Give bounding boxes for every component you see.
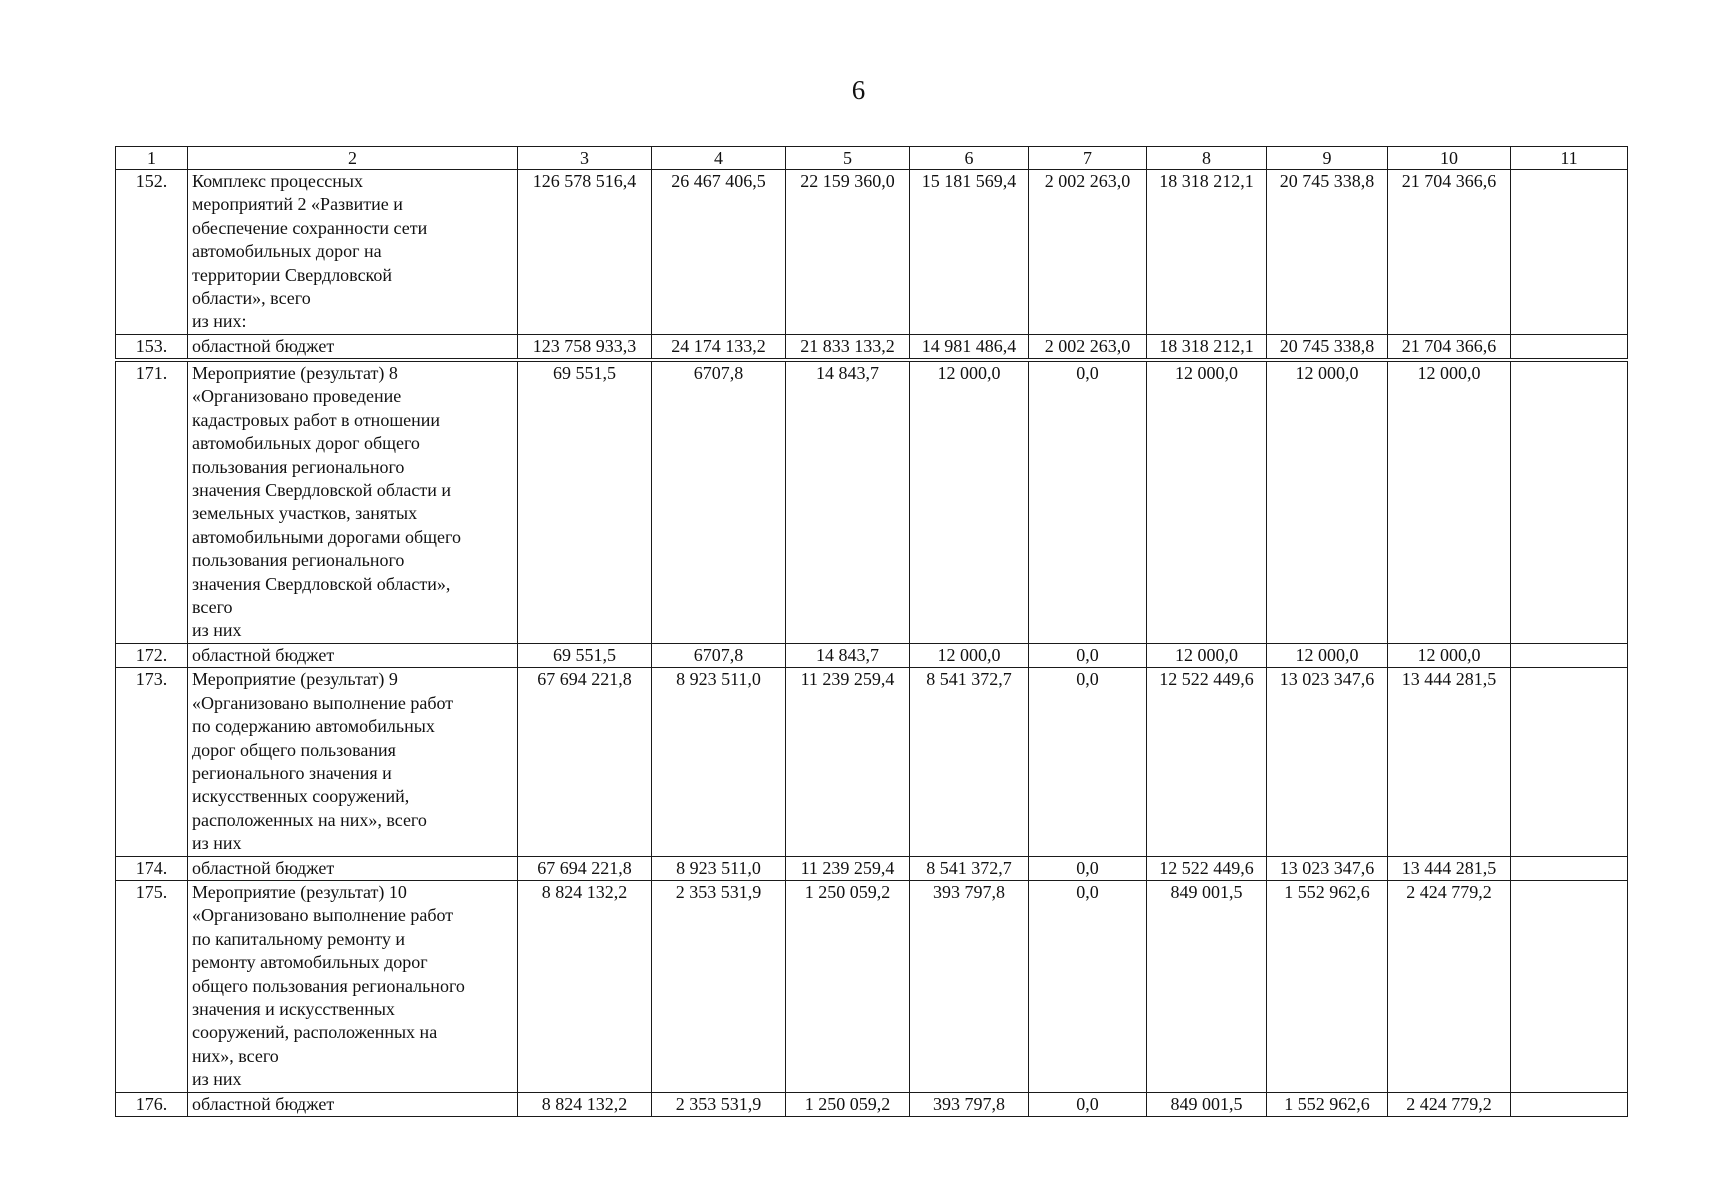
table-row (116, 668, 1628, 856)
column-number-header: 4 (652, 147, 786, 170)
value-cell: 13 023 347,6 (1267, 856, 1388, 880)
column-number-header: 2 (188, 147, 518, 170)
row-name (188, 334, 518, 358)
row-name-text: областной бюджет (192, 1093, 335, 1114)
value-cell: 12 000,0 (910, 362, 1029, 644)
value-cell: 69 551,5 (518, 362, 652, 644)
value-cell: 67 694 221,8 (518, 856, 652, 880)
row-name-text: Мероприятие (результат) 9 «Организовано выполнение работ по содержанию автомобильных дорог общего пользования регионального значения и искусственных сооружений, расположенных на них», всего из них (192, 669, 454, 854)
value-cell: 1 250 059,2 (786, 1092, 910, 1116)
table-row (116, 334, 1628, 358)
value-cell: 8 824 132,2 (518, 880, 652, 1092)
row-number: 172. (116, 643, 188, 667)
value-cell: 21 704 366,6 (1388, 170, 1511, 335)
value-cell: 12 000,0 (1147, 643, 1267, 667)
value-cell: 12 000,0 (1388, 362, 1511, 644)
value-cell: 8 923 511,0 (652, 856, 786, 880)
row-name (188, 362, 518, 644)
value-cell: 0,0 (1029, 362, 1147, 644)
value-cell: 0,0 (1029, 856, 1147, 880)
row-number: 173. (116, 668, 188, 856)
table-row (116, 880, 1628, 1092)
value-cell: 12 522 449,6 (1147, 856, 1267, 880)
value-cell: 12 000,0 (1267, 362, 1388, 644)
column-number-header: 8 (1147, 147, 1267, 170)
value-cell (1511, 880, 1628, 1092)
value-cell: 849 001,5 (1147, 1092, 1267, 1116)
value-cell: 1 552 962,6 (1267, 880, 1388, 1092)
page-number: 6 (851, 75, 866, 105)
value-cell: 13 444 281,5 (1388, 856, 1511, 880)
row-number: 174. (116, 856, 188, 880)
value-cell: 21 833 133,2 (786, 334, 910, 358)
value-cell: 14 981 486,4 (910, 334, 1029, 358)
value-cell: 18 318 212,1 (1147, 170, 1267, 335)
value-cell: 126 578 516,4 (518, 170, 652, 335)
value-cell: 13 444 281,5 (1388, 668, 1511, 856)
value-cell: 2 353 531,9 (652, 1092, 786, 1116)
row-name (188, 880, 518, 1092)
column-number-header: 3 (518, 147, 652, 170)
value-cell: 393 797,8 (910, 880, 1029, 1092)
value-cell: 8 824 132,2 (518, 1092, 652, 1116)
header-row (116, 147, 1628, 170)
value-cell: 11 239 259,4 (786, 856, 910, 880)
row-number: 171. (116, 362, 188, 644)
value-cell: 22 159 360,0 (786, 170, 910, 335)
value-cell: 24 174 133,2 (652, 334, 786, 358)
value-cell: 0,0 (1029, 1092, 1147, 1116)
value-cell: 11 239 259,4 (786, 668, 910, 856)
row-name (188, 170, 518, 335)
value-cell: 1 250 059,2 (786, 880, 910, 1092)
value-cell: 2 002 263,0 (1029, 170, 1147, 335)
value-cell: 20 745 338,8 (1267, 170, 1388, 335)
row-name-text: областной бюджет (192, 644, 335, 665)
row-name-text: Мероприятие (результат) 10 «Организовано выполнение работ по капитальному ремонту и ремонту автомобильных дорог общего пользования регионального значения и искусственных сооружений, расположенных на них», всего из них (192, 881, 465, 1090)
column-number-header: 1 (116, 147, 188, 170)
value-cell: 2 002 263,0 (1029, 334, 1147, 358)
budget-table-top (115, 146, 1628, 359)
value-cell: 8 541 372,7 (910, 856, 1029, 880)
value-cell: 0,0 (1029, 880, 1147, 1092)
column-number-header: 6 (910, 147, 1029, 170)
value-cell: 0,0 (1029, 668, 1147, 856)
value-cell: 2 424 779,2 (1388, 880, 1511, 1092)
table-row (116, 1092, 1628, 1116)
value-cell: 12 000,0 (910, 643, 1029, 667)
value-cell: 123 758 933,3 (518, 334, 652, 358)
value-cell: 6707,8 (652, 362, 786, 644)
value-cell: 14 843,7 (786, 643, 910, 667)
row-number: 176. (116, 1092, 188, 1116)
value-cell: 6707,8 (652, 643, 786, 667)
table-row (116, 856, 1628, 880)
table-row (116, 643, 1628, 667)
row-name (188, 1092, 518, 1116)
value-cell: 8 541 372,7 (910, 668, 1029, 856)
value-cell: 2 353 531,9 (652, 880, 786, 1092)
value-cell (1511, 170, 1628, 335)
value-cell: 2 424 779,2 (1388, 1092, 1511, 1116)
value-cell: 69 551,5 (518, 643, 652, 667)
row-name-text: областной бюджет (192, 335, 335, 356)
row-number: 175. (116, 880, 188, 1092)
value-cell (1511, 334, 1628, 358)
value-cell (1511, 856, 1628, 880)
row-name (188, 643, 518, 667)
column-number-header: 7 (1029, 147, 1147, 170)
value-cell (1511, 643, 1628, 667)
value-cell: 18 318 212,1 (1147, 334, 1267, 358)
row-name (188, 668, 518, 856)
budget-table-bottom (115, 361, 1628, 1117)
value-cell: 12 000,0 (1267, 643, 1388, 667)
value-cell: 12 000,0 (1147, 362, 1267, 644)
value-cell: 8 923 511,0 (652, 668, 786, 856)
row-number: 152. (116, 170, 188, 335)
row-number: 153. (116, 334, 188, 358)
value-cell: 67 694 221,8 (518, 668, 652, 856)
value-cell (1511, 668, 1628, 856)
row-name (188, 856, 518, 880)
row-name-text: Мероприятие (результат) 8 «Организовано проведение кадастровых работ в отношении автомобильных дорог общего пользования регионального значения Свердловской области и земельных участков, занятых автомобильными дорогами общего пользования регионального значения Свердловской области», всего из них (192, 363, 461, 641)
value-cell: 1 552 962,6 (1267, 1092, 1388, 1116)
value-cell: 849 001,5 (1147, 880, 1267, 1092)
value-cell: 0,0 (1029, 643, 1147, 667)
value-cell: 15 181 569,4 (910, 170, 1029, 335)
value-cell: 12 000,0 (1388, 643, 1511, 667)
row-name-text: Комплекс процессных мероприятий 2 «Развитие и обеспечение сохранности сети автомобильных дорог на территории Свердловской области», всего из них: (192, 171, 428, 332)
value-cell: 20 745 338,8 (1267, 334, 1388, 358)
value-cell: 21 704 366,6 (1388, 334, 1511, 358)
value-cell: 393 797,8 (910, 1092, 1029, 1116)
row-name-text: областной бюджет (192, 857, 335, 878)
table-row (116, 170, 1628, 335)
column-number-header: 9 (1267, 147, 1388, 170)
value-cell (1511, 362, 1628, 644)
column-number-header: 5 (786, 147, 910, 170)
value-cell: 26 467 406,5 (652, 170, 786, 335)
column-number-header: 10 (1388, 147, 1511, 170)
value-cell: 14 843,7 (786, 362, 910, 644)
value-cell: 12 522 449,6 (1147, 668, 1267, 856)
table-row (116, 362, 1628, 644)
value-cell (1511, 1092, 1628, 1116)
value-cell: 13 023 347,6 (1267, 668, 1388, 856)
column-number-header: 11 (1511, 147, 1628, 170)
